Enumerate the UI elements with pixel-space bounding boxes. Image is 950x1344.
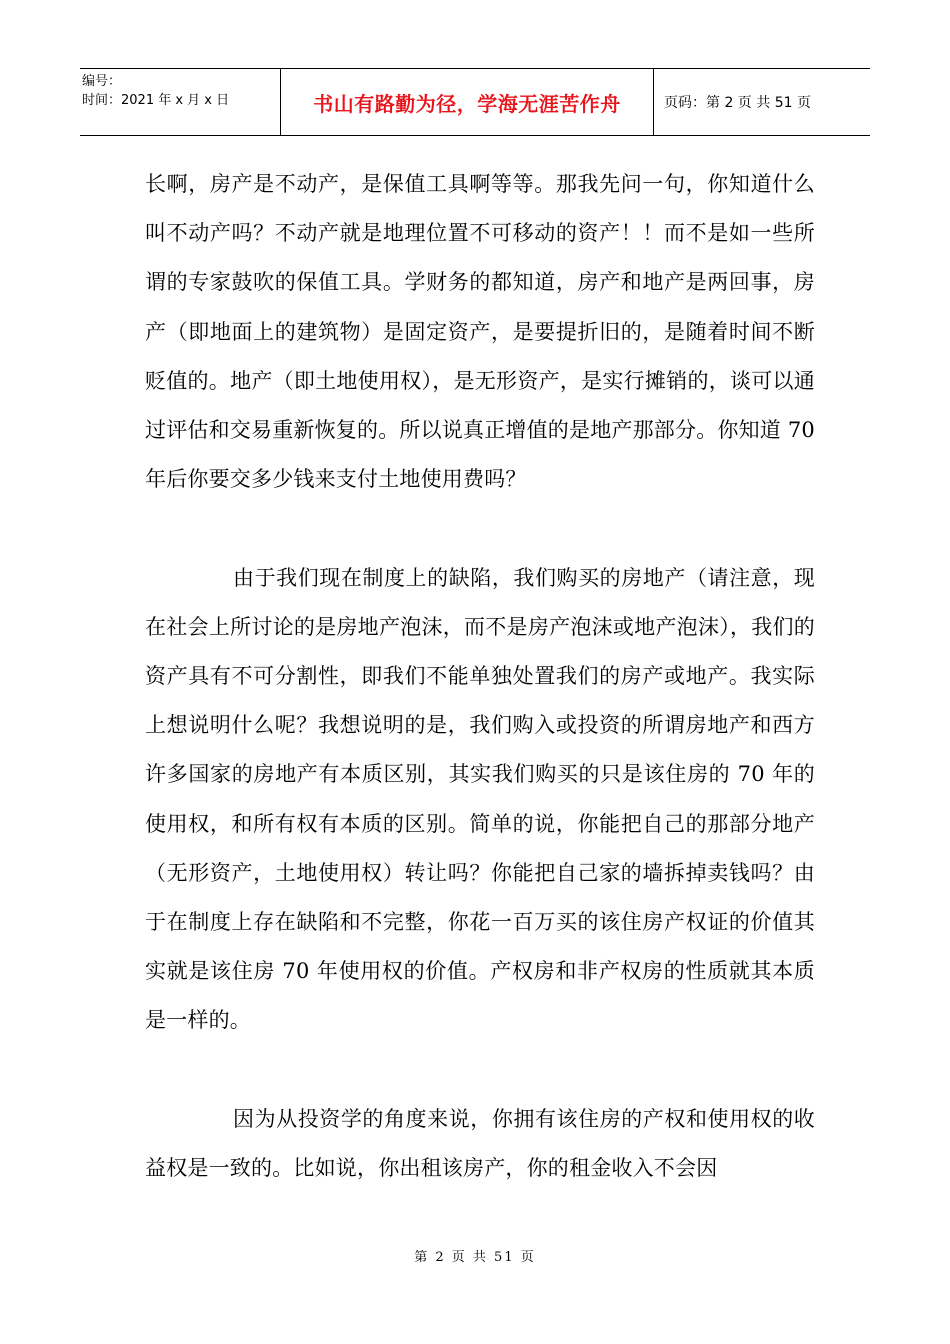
header-page-info: 页码：第 2 页 共 51 页 [664, 95, 811, 111]
paragraph-spacer [145, 504, 815, 553]
document-number-label: 编号： [82, 74, 122, 89]
paragraph-spacer [145, 1046, 815, 1095]
body-paragraph: 因为从投资学的角度来说，你拥有该住房的产权和使用权的收益权是一致的。比如说，你出租该房产，你的租金收入不会因 [145, 1106, 815, 1181]
body-paragraph: 由于我们现在制度上的缺陷，我们购买的房地产（请注意，现在社会上所讨论的是房地产泡沫，而不是房产泡沫或地产泡沫），我们的资产具有不可分割性，即我们不能单独处置我们的房产或地产。我实际上想说明什么呢？我想说明的是，我们购入或投资的所谓房地产和西方许多国家的房地产有本质区别，其实我们购买的只是该住房的 70 年的使用权，和所有权有本质的区别。简单的说，你能把自己的那部分地产（无形资产，土地使用权）转让吗？你能把自己家的墙拆掉卖钱吗？由于在制度上存在缺陷和不完整，你花一百万买的该住房产权证的价值其实就是该住房 70 年使用权的价值。产权房和非产权房的性质就其本质是一样的。 [145, 565, 815, 1033]
header-motto: 书山有路勤为径，学海无涯苦作舟 [281, 69, 654, 135]
document-date: 时间：2021 年 x 月 x 日 [82, 93, 230, 108]
document-body [145, 160, 815, 1193]
body-paragraph: 长啊，房产是不动产，是保值工具啊等等。那我先问一句，你知道什么叫不动产吗？不动产就是地理位置不可移动的资产！！而不是如一些所谓的专家鼓吹的保值工具。学财务的都知道，房产和地产是两回事，房产（即地面上的建筑物）是固定资产，是要提折旧的，是随着时间不断贬值的。地产（即土地使用权），是无形资产，是实行摊销的，谈可以通过评估和交易重新恢复的。所以说真正增值的是地产那部分。你知道 70 年后你要交多少钱来支付土地使用费吗？ [145, 172, 815, 492]
header-meta [80, 69, 281, 135]
page-header [80, 68, 870, 136]
page-footer: 第 2 页 共 51 页 [414, 1250, 536, 1265]
